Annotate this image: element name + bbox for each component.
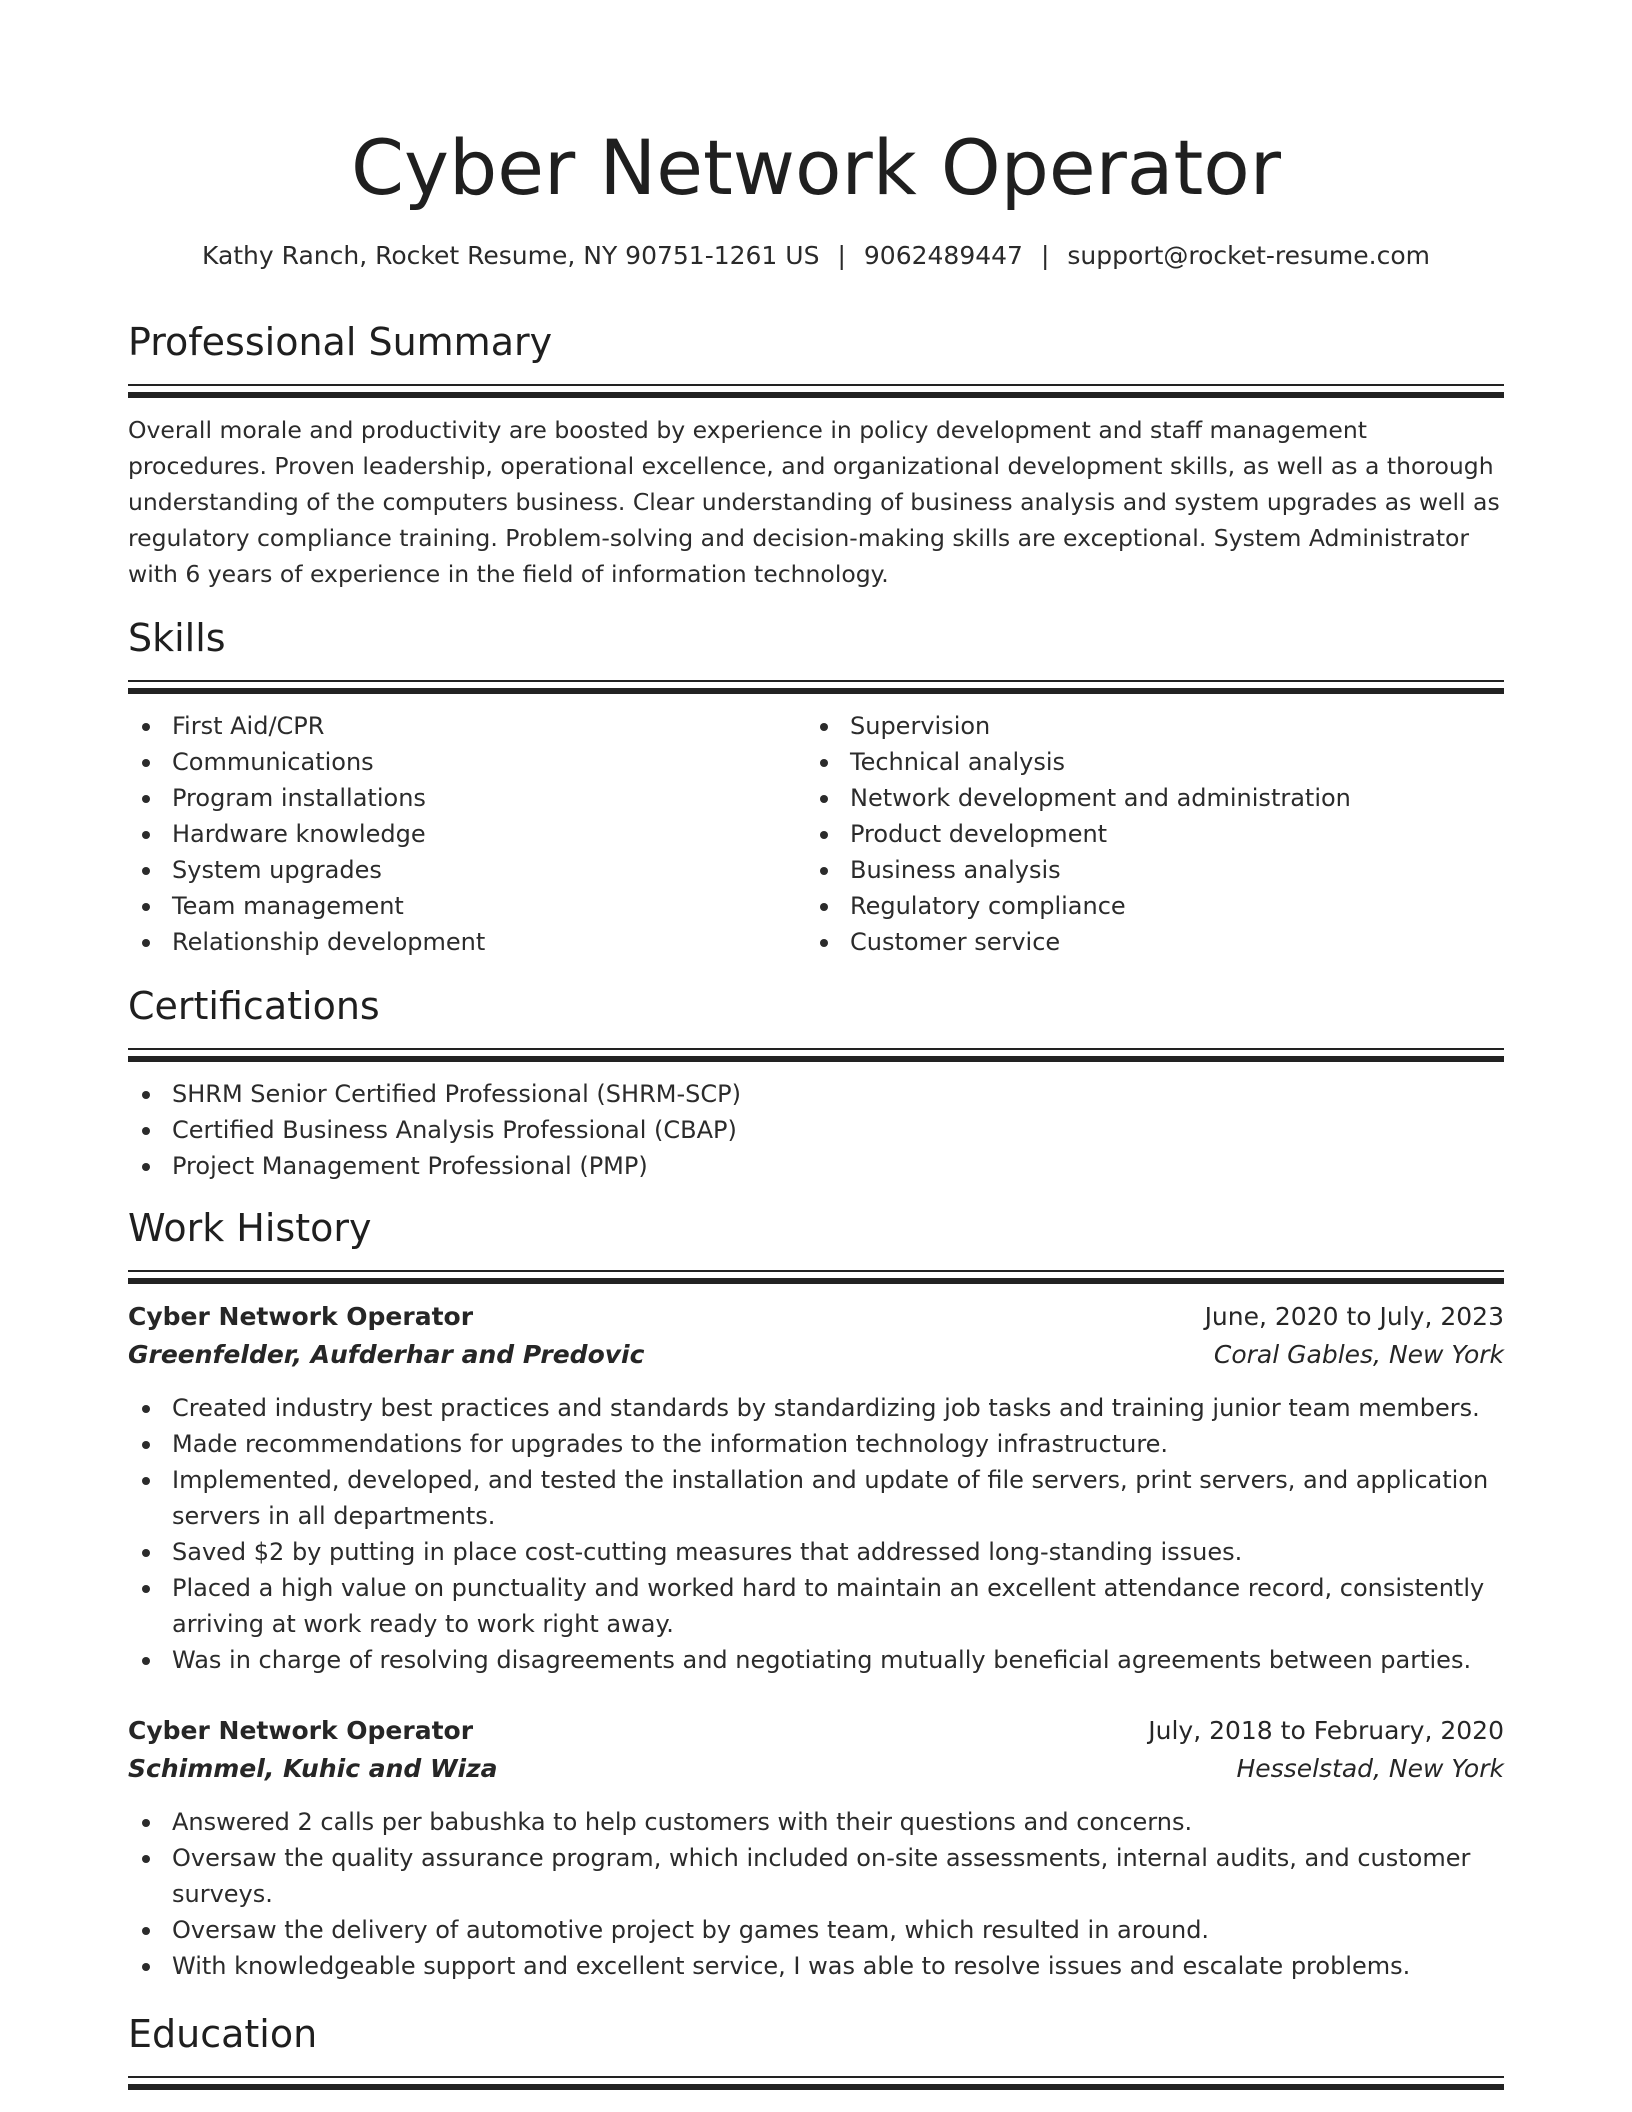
skill-item: System upgrades [128, 852, 806, 888]
skill-item: Customer service [806, 924, 1484, 960]
certification-item: Certified Business Analysis Professional (CBAP) [128, 1112, 1504, 1148]
section-divider [128, 1270, 1504, 1276]
job-bullet: Was in charge of resolving disagreements and negotiating mutually beneficial agreements between parties. [128, 1642, 1504, 1678]
job-bullet: Oversaw the quality assurance program, which included on-site assessments, internal audits, and customer surveys. [128, 1840, 1504, 1912]
contact-separator: | [1040, 241, 1050, 270]
certifications-heading: Certifications [128, 984, 380, 1028]
job-bullet: Implemented, developed, and tested the installation and update of file servers, print servers, and application servers in all departments. [128, 1462, 1504, 1534]
job-bullet: Created industry best practices and standards by standardizing job tasks and training junior team members. [128, 1390, 1504, 1426]
job-company: Schimmel, Kuhic and Wiza [128, 1754, 498, 1783]
job-bullet: Answered 2 calls per babushka to help customers with their questions and concerns. [128, 1804, 1504, 1840]
skill-item: Network development and administration [806, 780, 1484, 816]
resume-title: Cyber Network Operator [350, 123, 1282, 212]
job-bullet: Made recommendations for upgrades to the information technology infrastructure. [128, 1426, 1504, 1462]
skill-item: Program installations [128, 780, 806, 816]
skills-heading: Skills [128, 616, 226, 660]
summary-section [128, 318, 1504, 592]
summary-heading: Professional Summary [128, 320, 553, 364]
certifications-list [128, 1076, 1504, 1184]
contact-email: support@rocket-resume.com [1067, 241, 1430, 270]
section-divider [128, 384, 1504, 390]
skills-left-column [128, 708, 806, 960]
section-divider [128, 2076, 1504, 2082]
skill-item: Team management [128, 888, 806, 924]
job-dates: July, 2018 to February, 2020 [1148, 1716, 1504, 1745]
skill-item: Communications [128, 744, 806, 780]
job-entry [128, 1712, 1504, 1984]
skill-item: Technical analysis [806, 744, 1484, 780]
skill-item: Relationship development [128, 924, 806, 960]
certification-item: Project Management Professional (PMP) [128, 1148, 1504, 1184]
job-header-row [128, 1712, 1504, 1750]
job-location: Coral Gables, New York [1213, 1340, 1504, 1369]
work-history-section [128, 1204, 1504, 1984]
skills-list-right [806, 708, 1484, 960]
job-bullet: Placed a high value on punctuality and worked hard to maintain an excellent attendance record, consistently arriving at work ready to work right away. [128, 1570, 1504, 1642]
education-heading: Education [128, 2012, 318, 2056]
skill-item: First Aid/CPR [128, 708, 806, 744]
job-bullet: Saved $2 by putting in place cost-cutting measures that addressed long-standing issues. [128, 1534, 1504, 1570]
certifications-section [128, 982, 1504, 1184]
skill-item: Business analysis [806, 852, 1484, 888]
job-company: Greenfelder, Aufderhar and Predovic [128, 1340, 645, 1369]
skills-list-left [128, 708, 806, 960]
skills-right-column [806, 708, 1484, 960]
skills-section [128, 614, 1504, 960]
contact-phone: 9062489447 [863, 241, 1023, 270]
job-dates: June, 2020 to July, 2023 [1204, 1302, 1504, 1331]
summary-text: Overall morale and productivity are boosted by experience in policy development and staff management procedures. Proven leadership, operational excellence, and organizational development skills, as well as a thorough understanding of the computers business. Clear understanding of business analysis and system upgrades as well as regulatory compliance training. Problem-solving and decision-making skills are exceptional. System Administrator with 6 years of experience in the field of information technology. [128, 416, 1500, 588]
skill-item: Supervision [806, 708, 1484, 744]
skill-item: Product development [806, 816, 1484, 852]
education-section [128, 2010, 1504, 2082]
job-company-row [128, 1336, 1504, 1374]
section-divider [128, 1048, 1504, 1054]
job-title: Cyber Network Operator [128, 1302, 474, 1331]
contact-address: Kathy Ranch, Rocket Resume, NY 90751-1261 US [201, 241, 820, 270]
skills-columns [128, 708, 1504, 960]
certification-item: SHRM Senior Certified Professional (SHRM-SCP) [128, 1076, 1504, 1112]
work-history-heading: Work History [128, 1206, 372, 1250]
job-header-row [128, 1298, 1504, 1336]
contact-separator: | [837, 241, 846, 270]
job-bullet: With knowledgeable support and excellent service, I was able to resolve issues and escalate problems. [128, 1948, 1504, 1984]
job-bullets [128, 1804, 1504, 1984]
section-divider [128, 680, 1504, 686]
job-bullets [128, 1390, 1504, 1678]
skill-item: Regulatory compliance [806, 888, 1484, 924]
job-bullet: Oversaw the delivery of automotive project by games team, which resulted in around. [128, 1912, 1504, 1948]
job-entry [128, 1298, 1504, 1678]
skill-item: Hardware knowledge [128, 816, 806, 852]
job-company-row [128, 1750, 1504, 1788]
job-title: Cyber Network Operator [128, 1716, 474, 1745]
job-location: Hesselstad, New York [1236, 1754, 1504, 1783]
contact-line [128, 238, 1504, 274]
